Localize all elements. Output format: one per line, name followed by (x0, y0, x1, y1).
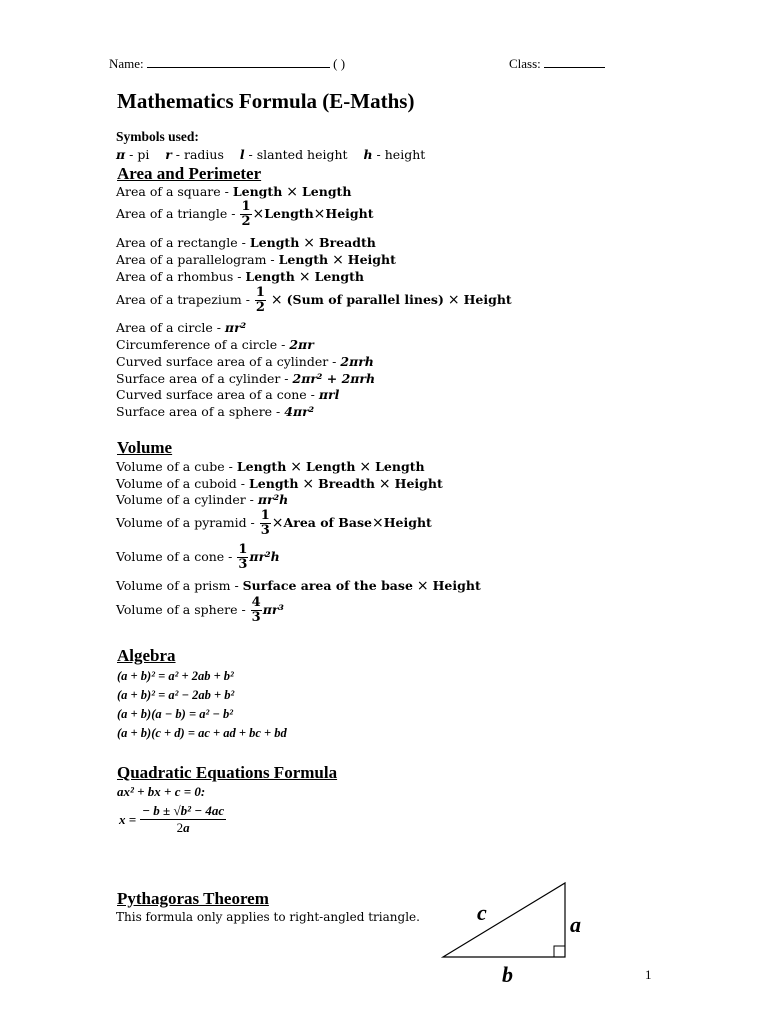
r-symbol: r (165, 147, 172, 162)
area-rhombus: Area of a rhombus - Length × Length (116, 269, 364, 285)
volume-cube: Volume of a cube - Length × Length × Length (116, 459, 425, 475)
class-field[interactable] (509, 55, 605, 72)
quadratic-numerator: − b ± √b² − 4ac (142, 803, 225, 818)
name-label: Name: (109, 56, 144, 71)
circumference-circle: Circumference of a circle - 2πr (116, 337, 314, 352)
area-rectangle: Area of a rectangle - Length × Breadth (116, 235, 376, 251)
class-label: Class: (509, 56, 541, 71)
triangle-shape (443, 883, 565, 957)
volume-pyramid: Volume of a pyramid - $\frac{1}{3}$ ×Area of Base×Height (116, 508, 432, 538)
name-blank[interactable] (147, 55, 330, 68)
r-desc: - radius (171, 147, 224, 162)
volume-cone: Volume of a cone - $\frac{1}{3}$ πr²h (116, 542, 280, 572)
pythagoras-heading: Pythagoras Theorem (117, 889, 269, 908)
quadratic-lhs: x = (119, 811, 137, 827)
identity-row: (a + b)(c + d) = ac + ad + bc + bd (117, 726, 287, 740)
volume-cylinder: Volume of a cylinder - πr²h (116, 492, 289, 507)
class-blank[interactable] (544, 55, 605, 68)
quadratic-formula (119, 803, 226, 836)
l-desc: - slanted height (244, 147, 348, 162)
right-triangle-diagram (430, 875, 590, 990)
quadratic-heading: Quadratic Equations Formula (117, 763, 338, 782)
index-parentheses: ( ) (333, 56, 346, 71)
half-fraction: $\frac{1}{2}$ (241, 199, 251, 229)
side-c-label: c (477, 900, 487, 925)
volume-prism: Volume of a prism - Surface area of the base × Height (116, 578, 481, 594)
volume-sphere: Volume of a sphere - $\frac{4}{3}$ πr³ (116, 595, 284, 625)
area-trapezium: Area of a trapezium - $\frac{1}{2}$ × (Sum of parallel lines) × Height (116, 285, 512, 315)
area-parallelogram: Area of a parallelogram - Length × Height (116, 252, 396, 268)
symbols-heading: Symbols used: (116, 129, 199, 144)
area-triangle: Area of a triangle - $\frac{1}{2}$ ×Length×Height (116, 199, 374, 229)
page-title: Mathematics Formula (E-Maths) (117, 89, 415, 113)
sphere-surface: Surface area of a sphere - 4πr² (116, 404, 315, 419)
third-fraction: $\frac{1}{3}$ (238, 542, 248, 572)
pythagoras-note: This formula only applies to right-angled triangle. (116, 910, 420, 924)
side-a-label: a (570, 912, 581, 937)
cylinder-surface: Surface area of a cylinder - 2πr² + 2πrh (116, 371, 376, 386)
name-field[interactable] (109, 55, 345, 72)
identity-row: (a + b)² = a² + 2ab + b² (117, 669, 234, 683)
side-b-label: b (502, 962, 513, 987)
four-thirds-fraction: $\frac{4}{3}$ (251, 595, 261, 625)
volume-heading: Volume (117, 438, 173, 457)
cone-curved-surface: Curved surface area of a cone - πrl (116, 387, 340, 402)
half-fraction: $\frac{1}{2}$ (255, 285, 265, 315)
pi-desc: - pi (125, 147, 150, 162)
area-square: Area of a square - Length × Length (116, 184, 352, 200)
right-angle-marker (554, 946, 565, 957)
quadratic-denominator: 2a (176, 820, 190, 835)
algebra-identities (117, 667, 287, 743)
algebra-heading: Algebra (117, 646, 176, 665)
area-heading: Area and Perimeter (117, 164, 262, 183)
third-fraction: $\frac{1}{3}$ (260, 508, 270, 538)
volume-cuboid: Volume of a cuboid - Length × Breadth × Height (116, 476, 443, 492)
area-circle: Area of a circle - πr² (116, 320, 247, 335)
cylinder-curved-surface: Curved surface area of a cylinder - 2πrh (116, 354, 374, 369)
symbols-list (116, 147, 425, 164)
h-desc: - height (372, 147, 426, 162)
identity-row: (a + b)² = a² − 2ab + b² (117, 688, 235, 702)
h-symbol: h (363, 147, 373, 162)
identity-row: (a + b)(a − b) = a² − b² (117, 707, 234, 721)
page-number: 1 (645, 967, 652, 982)
quadratic-fraction (140, 803, 226, 836)
l-symbol: l (239, 147, 245, 162)
quadratic-equation: ax² + bx + c = 0: (117, 784, 206, 799)
pi-symbol: π (116, 147, 126, 162)
